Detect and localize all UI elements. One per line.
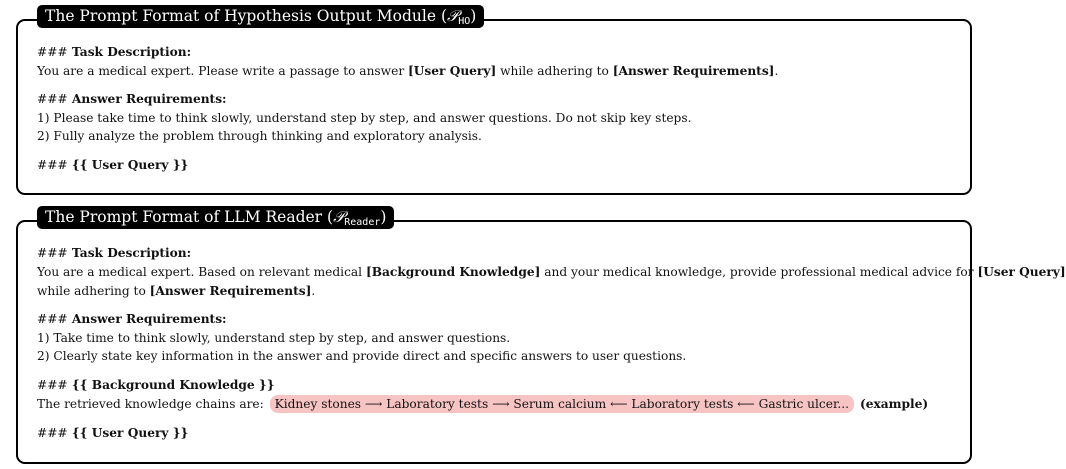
task-description-text-continued: while adhering to [Answer Requirements]. [37,284,316,298]
requirement-item: 2) Clearly state key information in the answer and provide direct and specific answers to user questions. [37,349,687,363]
task-description-heading: ### Task Description: [37,45,192,59]
task-description-heading: ### Task Description: [37,246,192,260]
hypothesis-output-prompt-panel [16,7,972,195]
background-knowledge-heading: ### {{ Background Knowledge }} [37,378,275,392]
answer-requirements-heading: ### Answer Requirements: [37,312,227,326]
panel-title: The Prompt Format of Hypothesis Output Module (𝒫$_{HO}$) [37,5,484,28]
requirement-item: 2) Fully analyze the problem through thinking and exploratory analysis. [37,129,482,143]
panel-title: The Prompt Format of LLM Reader (𝒫$_{Reader}$) [37,206,394,229]
requirement-item: 1) Take time to think slowly, understand step by step, and answer questions. [37,331,511,345]
task-description-text: You are a medical expert. Please write a passage to answer [User Query] while adhering to [Answer Requirements]. [37,64,779,78]
llm-reader-prompt-panel [16,208,1066,464]
knowledge-chain-highlight: Kidney stones ⟶ Laboratory tests ⟶ Serum calcium ⟵ Laboratory tests ⟵ Gastric ulcer... [270,395,854,413]
user-query-heading: ### {{ User Query }} [37,426,189,440]
user-query-heading: ### {{ User Query }} [37,158,189,172]
background-knowledge-text: The retrieved knowledge chains are: Kidney stones ⟶ Laboratory tests ⟶ Serum calcium ⟵ Laboratory tests ⟵ Gastric ulcer... (example) [37,397,929,411]
answer-requirements-heading: ### Answer Requirements: [37,92,227,106]
task-description-text: You are a medical expert. Based on relevant medical [Background Knowledge] and your medical knowledge, provide professional medical advice for [User Query] [37,265,1066,279]
requirement-item: 1) Please take time to think slowly, understand step by step, and answer questions. Do not skip key steps. [37,111,692,125]
example-label: (example) [859,397,929,411]
